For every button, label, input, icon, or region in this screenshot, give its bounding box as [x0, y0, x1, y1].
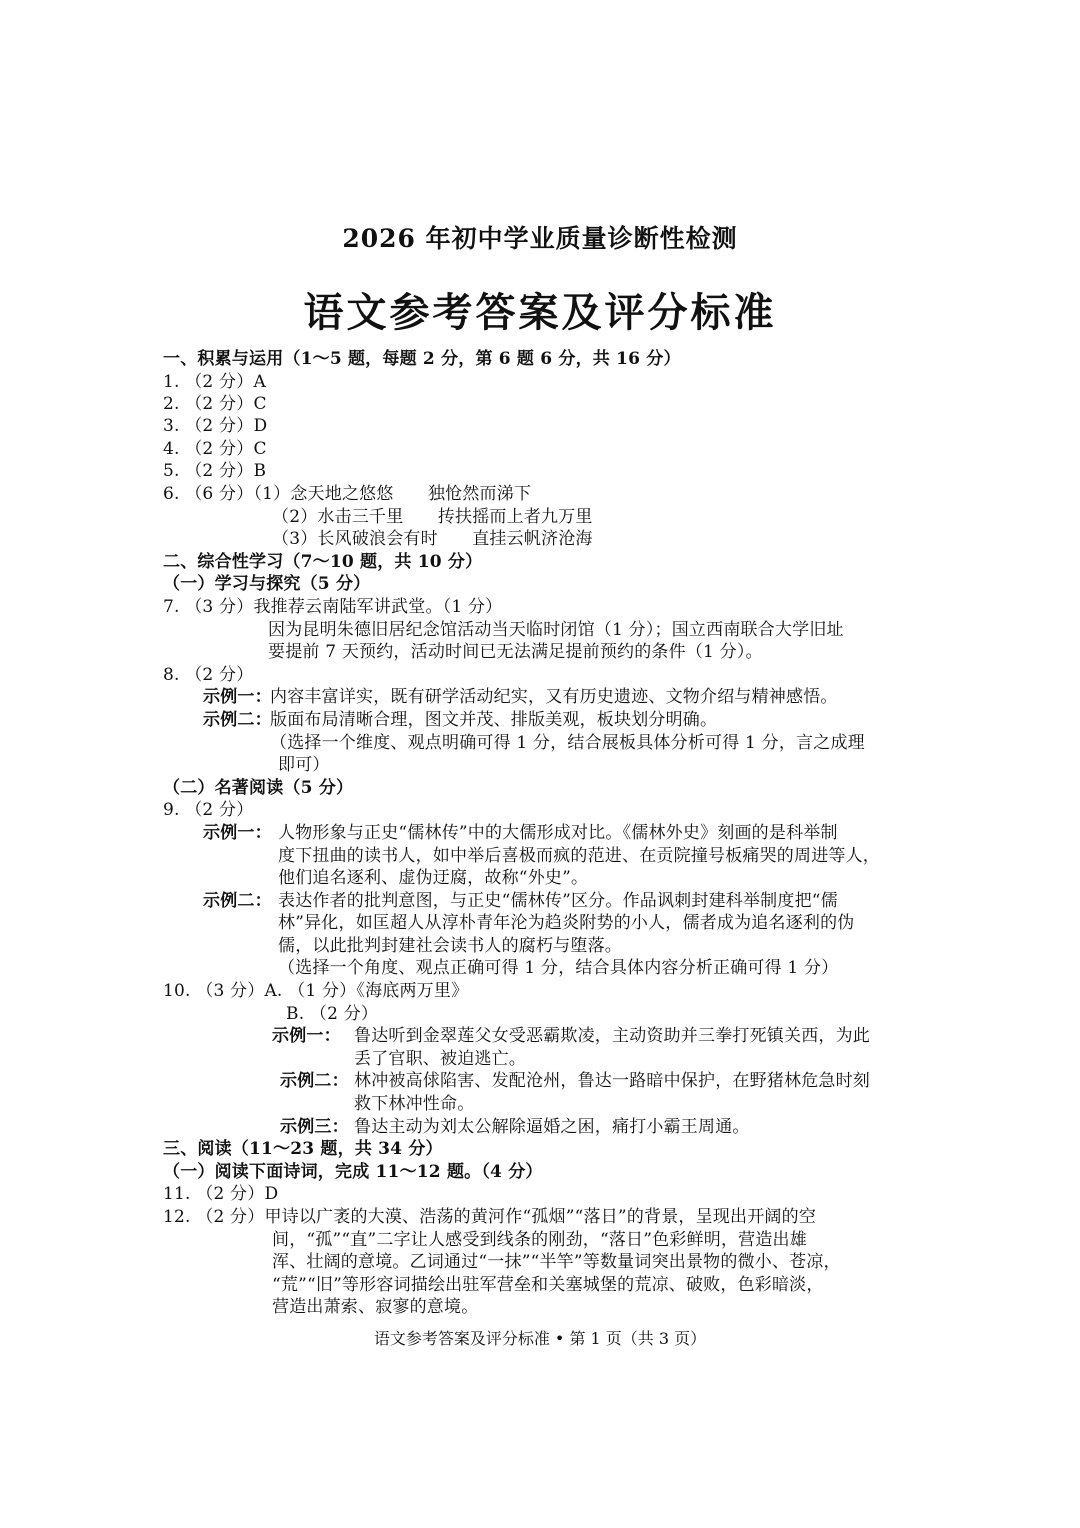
section-heading: 二、综合性学习（7～10 题，共 10 分） — [163, 552, 483, 572]
answer-line: 9. （2 分） — [163, 800, 254, 820]
answer-line: 8. （2 分） — [163, 665, 254, 685]
answer-line: B. （2 分） — [286, 1004, 379, 1024]
example-label: 示例三： — [280, 1117, 349, 1137]
exam-subtitle: 2026 年初中学业质量诊断性检测 — [342, 224, 738, 253]
answer-line: 他们追名逐利、虚伪迂腐，故称“外史”。 — [278, 868, 589, 888]
answer-line: 11. （2 分）D — [163, 1184, 279, 1204]
answer-line: 因为昆明朱德旧居纪念馆活动当天临时闭馆（1 分）；国立西南联合大学旧址 — [268, 620, 844, 640]
answer-line: 丢了官职、被迫逃亡。 — [354, 1049, 526, 1069]
answer-line: 2. （2 分）C — [163, 394, 267, 414]
page-footer: 语文参考答案及评分标准 • 第 1 页（共 3 页） — [373, 1329, 707, 1348]
answer-line: 7. （3 分）我推荐云南陆军讲武堂。（1 分） — [163, 597, 503, 617]
subsection-heading: （一）学习与探究（5 分） — [163, 574, 371, 594]
answer-line: 营造出萧索、寂寥的意境。 — [272, 1297, 479, 1317]
answer-line: 5. （2 分）B — [163, 461, 267, 481]
example-label: 示例二： — [203, 710, 272, 730]
answer-line: 林冲被高俅陷害、发配沧州，鲁达一路暗中保护，在野猪林危急时刻 — [354, 1071, 870, 1091]
answer-line: 1. （2 分）A — [163, 372, 266, 392]
answer-line: 救下林冲性命。 — [354, 1094, 475, 1114]
scoring-note: 即可） — [278, 755, 330, 775]
scoring-note: （选择一个角度、观点正确可得 1 分，结合具体内容分析正确可得 1 分） — [278, 958, 839, 978]
answer-line: （3）长风破浪会有时 直挂云帆济沧海 — [272, 529, 593, 549]
answer-line: 浑、壮阔的意境。乙词通过“一抹”“半竿”等数量词突出景物的微小、苍凉， — [272, 1252, 841, 1272]
example-label: 示例一： — [272, 1026, 341, 1046]
answer-line: “荒”“旧”等形容词描绘出驻军营垒和关塞城堡的荒凉、破败，色彩暗淡， — [272, 1275, 824, 1295]
answer-line: 儒，以此批判封建社会读书人的腐朽与堕落。 — [278, 936, 622, 956]
example-label: 示例一： — [203, 823, 272, 843]
subsection-heading: （二）名著阅读（5 分） — [163, 778, 354, 798]
answer-line: 内容丰富详实，既有研学活动纪实，又有历史遗迹、文物介绍与精神感悟。 — [270, 687, 838, 707]
section-heading: 一、积累与运用（1～5 题，每题 2 分，第 6 题 6 分，共 16 分） — [163, 349, 681, 369]
section-heading: 三、阅读（11～23 题，共 34 分） — [163, 1139, 443, 1159]
answer-line: 鲁达听到金翠莲父女受恶霸欺凌，主动资助并三拳打死镇关西，为此 — [354, 1026, 870, 1046]
answer-line: 3. （2 分）D — [163, 416, 268, 436]
document-title: 语文参考答案及评分标准 — [303, 289, 777, 336]
answer-line: 版面布局清晰合理，图文并茂、排版美观，板块划分明确。 — [270, 710, 718, 730]
answer-line: 表达作者的批判意图，与正史“儒林传”区分。作品讽刺封建科举制度把“儒 — [278, 891, 838, 911]
answer-line: 林”异化，如匡超人从淳朴青年沦为趋炎附势的小人，儒者成为追名逐利的伪 — [278, 913, 855, 933]
example-label: 示例二： — [203, 891, 272, 911]
answer-line: 12. （2 分）甲诗以广袤的大漠、浩荡的黄河作“孤烟”“落日”的背景，呈现出开阔的空 — [163, 1207, 817, 1227]
answer-line: 间，“孤”“直”二字让人感受到线条的刚劲，“落日”色彩鲜明，营造出雄 — [272, 1230, 807, 1250]
answer-line: 度下扭曲的读书人，如中举后喜极而疯的范进、在贡院撞号板痛哭的周进等人， — [278, 846, 880, 866]
answer-line: 鲁达主动为刘太公解除逼婚之困，痛打小霸王周通。 — [354, 1117, 750, 1137]
answer-line: （2）水击三千里 抟扶摇而上者九万里 — [272, 507, 593, 527]
answer-line: 10. （3 分）A. （1 分）《海底两万里》 — [163, 981, 469, 1001]
example-label: 示例二： — [280, 1071, 349, 1091]
example-label: 示例一： — [203, 687, 272, 707]
answer-line: 4. （2 分）C — [163, 439, 267, 459]
answer-line: 6. （6 分）（1）念天地之悠悠 独怆然而涕下 — [163, 484, 532, 504]
subsection-heading: （一）阅读下面诗词，完成 11～12 题。（4 分） — [163, 1162, 543, 1182]
scoring-note: （选择一个维度、观点明确可得 1 分，结合展板具体分析可得 1 分，言之成理 — [270, 733, 865, 753]
answer-line: 人物形象与正史“儒林传”中的大儒形成对比。《儒林外史》刻画的是科举制 — [278, 823, 838, 843]
answer-line: 要提前 7 天预约，活动时间已无法满足提前预约的条件（1 分）。 — [268, 642, 763, 662]
